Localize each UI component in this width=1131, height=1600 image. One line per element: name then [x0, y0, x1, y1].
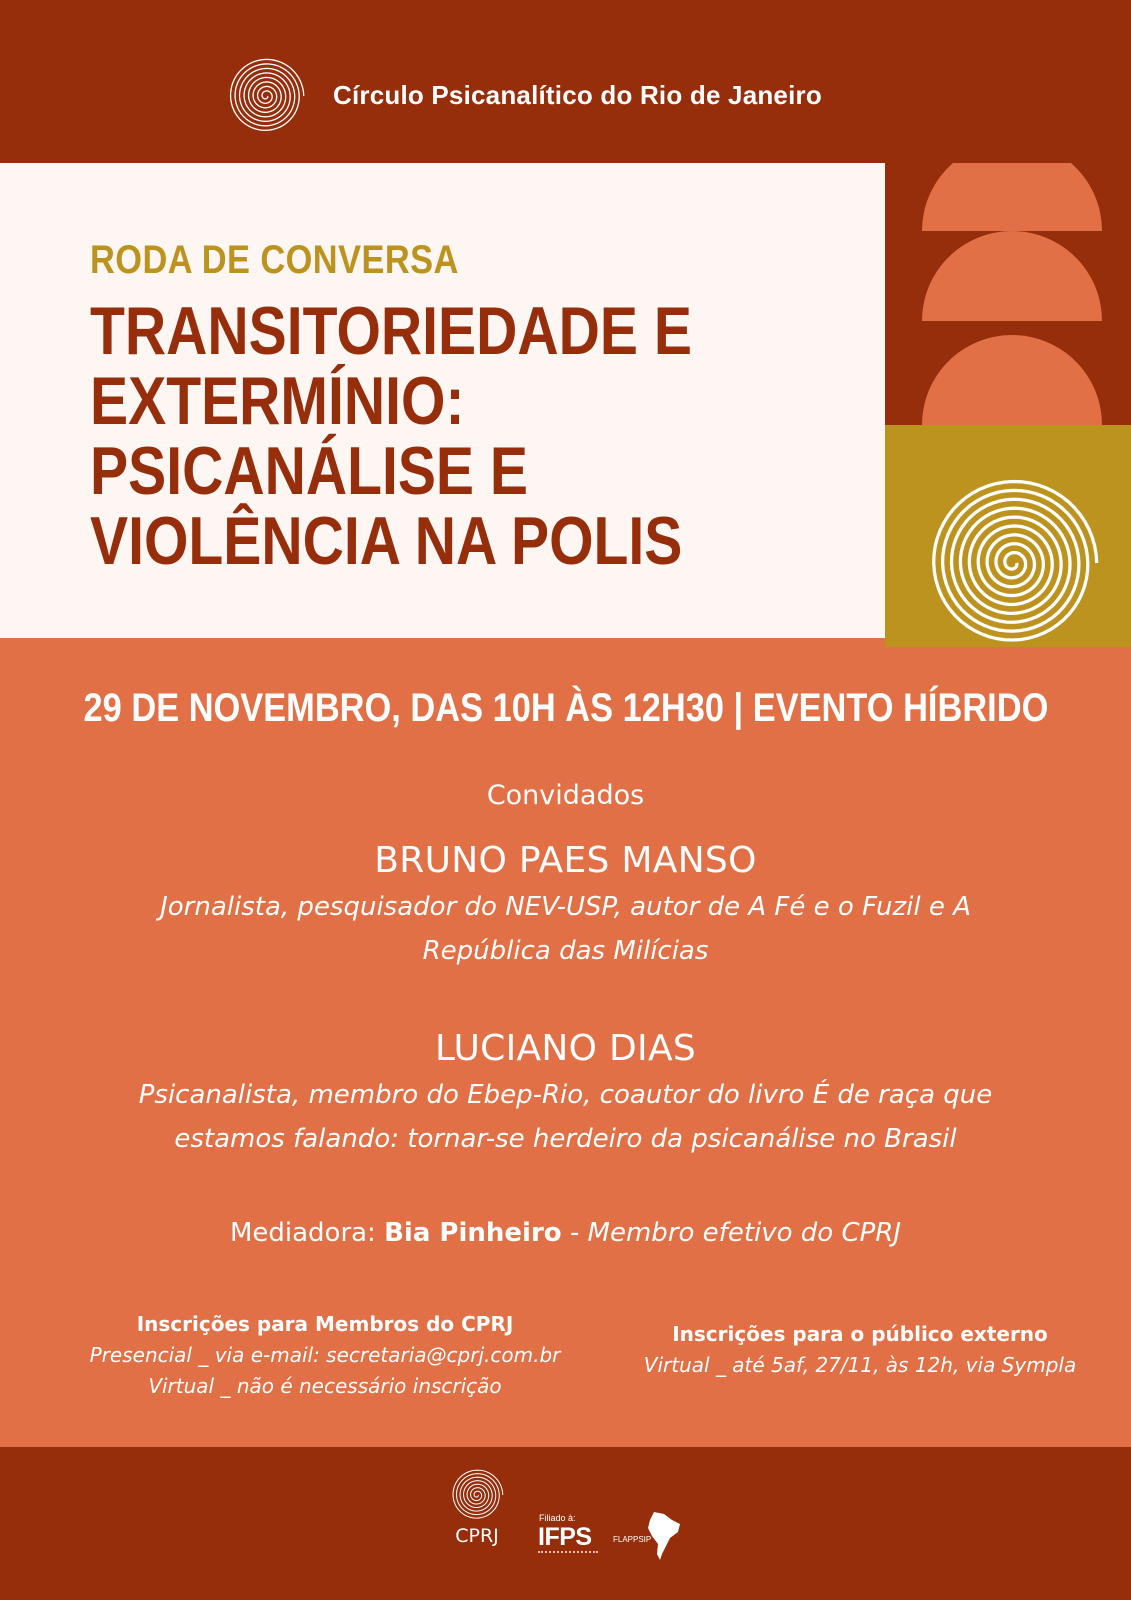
guest-description: Jornalista, pesquisador do NEV-USP, autor de A Fé e o Fuzil e A República das Milícias — [160, 892, 971, 966]
semicircle-decoration — [885, 163, 1131, 425]
event-title-line: VIOLÊNCIA NA POLIS — [90, 503, 683, 579]
event-title-line: EXTERMÍNIO: — [90, 363, 465, 439]
external-registration — [620, 1318, 1100, 1381]
ifps-logo: IFPS — [538, 1523, 592, 1551]
members-registration-title: Inscrições para Membros do CPRJ — [136, 1312, 514, 1336]
members-registration-line: Virtual _ não é necessário inscrição — [148, 1374, 502, 1398]
event-title-line: TRANSITORIEDADE E — [90, 293, 692, 369]
guest-name: BRUNO PAES MANSO — [374, 840, 757, 881]
members-registration — [40, 1308, 610, 1402]
guests-label: Convidados — [486, 780, 645, 811]
filiado-label: Filiado à: — [539, 1513, 576, 1523]
spiral-stroke — [934, 482, 1097, 641]
mediator-label: Mediadora: — [229, 1218, 376, 1248]
event-date-line — [0, 686, 1131, 731]
ifps-subtitle-line — [538, 1551, 598, 1557]
flappsip-label: FLAPPSIP — [613, 1535, 652, 1544]
guest-name: LUCIANO DIAS — [434, 1028, 697, 1069]
members-registration-line: Presencial _ via e-mail: secretaria@cprj.com.br — [89, 1343, 561, 1367]
guest-description: Psicanalista, membro do Ebep-Rio, coautor do livro É de raça que estamos falando: tornar-se herdeiro da psicanálise no Brasil — [138, 1080, 993, 1154]
spiral-decoration-icon — [922, 472, 1104, 654]
external-registration-line: Virtual _ até 5af, 27/11, às 12h, via Sympla — [643, 1353, 1077, 1377]
mediator-line — [0, 1218, 1131, 1248]
event-title — [90, 293, 745, 579]
external-registration-title: Inscrições para o público externo — [672, 1322, 1048, 1346]
cprj-label: CPRJ — [455, 1525, 499, 1547]
event-kicker: RODA DE CONVERSA — [90, 238, 459, 282]
event-date-text: 29 DE NOVEMBRO, DAS 10H ÀS 12H30 | EVENTO HÍBRIDO — [83, 686, 1048, 730]
org-name: Círculo Psicanalítico do Rio de Janeiro — [333, 80, 822, 110]
mediator-role: - Membro efetivo do CPRJ — [569, 1218, 902, 1248]
spiral-stroke — [453, 1470, 503, 1518]
semicircles-shape — [885, 163, 1131, 425]
spiral-logo-icon — [225, 55, 307, 137]
mediator-name: Bia Pinheiro — [384, 1218, 562, 1248]
event-title-line: PSICANÁLISE E — [90, 433, 528, 509]
cprj-spiral-icon — [449, 1467, 505, 1523]
south-america-map-icon — [640, 1510, 684, 1562]
spiral-stroke — [231, 59, 304, 130]
